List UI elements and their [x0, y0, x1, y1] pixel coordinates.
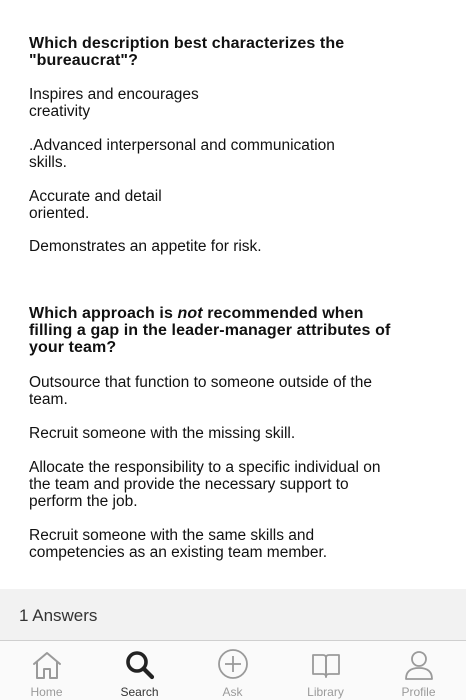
person-icon [402, 648, 436, 682]
question-1-option-3[interactable] [29, 188, 162, 222]
question-2-option-2[interactable] [29, 425, 295, 442]
tab-label: Profile [401, 685, 436, 699]
bottom-tab-bar [0, 640, 466, 700]
option-text: Outsource that function to someone outside of the [29, 374, 372, 391]
question-1-title [29, 35, 449, 69]
tab-profile[interactable] [372, 641, 465, 700]
tab-home[interactable] [0, 641, 93, 700]
tab-library[interactable] [279, 641, 372, 700]
option-text: skills. [29, 154, 67, 171]
tab-label: Search [120, 685, 159, 699]
option-text: Recruit someone with the same skills and [29, 527, 315, 544]
option-text: Allocate the responsibility to a specific individual on [29, 459, 381, 476]
title-emphasis: not [177, 305, 203, 322]
option-text: Accurate and detail [29, 188, 162, 205]
option-text: creativity [29, 103, 91, 120]
option-text: .Advanced interpersonal and communication [29, 137, 335, 154]
option-text: oriented. [29, 205, 90, 222]
question-1-title-line: "bureaucrat"? [29, 52, 138, 69]
option-text: Recruit someone with the missing skill. [29, 425, 296, 442]
question-1-option-2[interactable] [29, 137, 335, 171]
question-2-option-3[interactable] [29, 459, 381, 510]
tab-ask[interactable] [186, 641, 279, 700]
question-1-option-1[interactable] [29, 86, 199, 120]
option-text: Inspires and encourages [29, 86, 199, 103]
title-text: recommended when [202, 305, 364, 322]
option-text: perform the job. [29, 493, 138, 510]
question-1-option-4[interactable] [29, 238, 262, 255]
book-icon [309, 648, 343, 682]
question-2-option-4[interactable] [29, 527, 327, 561]
title-text: Which approach is [29, 305, 178, 322]
question-2-title-line: filling a gap in the leader-manager attributes of [29, 322, 391, 339]
question-1-title-line: Which description best characterizes the [29, 35, 345, 52]
question-2-option-1[interactable] [29, 374, 372, 408]
answers-header[interactable] [0, 589, 466, 640]
plus-circle-icon [216, 648, 250, 682]
option-text: Demonstrates an appetite for risk. [29, 238, 262, 255]
option-text: competencies as an existing team member. [29, 544, 328, 561]
answers-count-label: 1 Answers [19, 606, 98, 625]
tab-label: Library [307, 685, 344, 699]
question-2-title-line [29, 305, 449, 322]
tab-search[interactable] [93, 641, 186, 700]
question-2-title [29, 305, 449, 356]
home-icon [30, 648, 64, 682]
tab-label: Home [30, 685, 63, 699]
option-text: the team and provide the necessary support to [29, 476, 349, 493]
question-2-title-line: your team? [29, 339, 117, 356]
option-text: team. [29, 391, 68, 408]
tab-label: Ask [222, 685, 243, 699]
search-icon [123, 648, 157, 682]
